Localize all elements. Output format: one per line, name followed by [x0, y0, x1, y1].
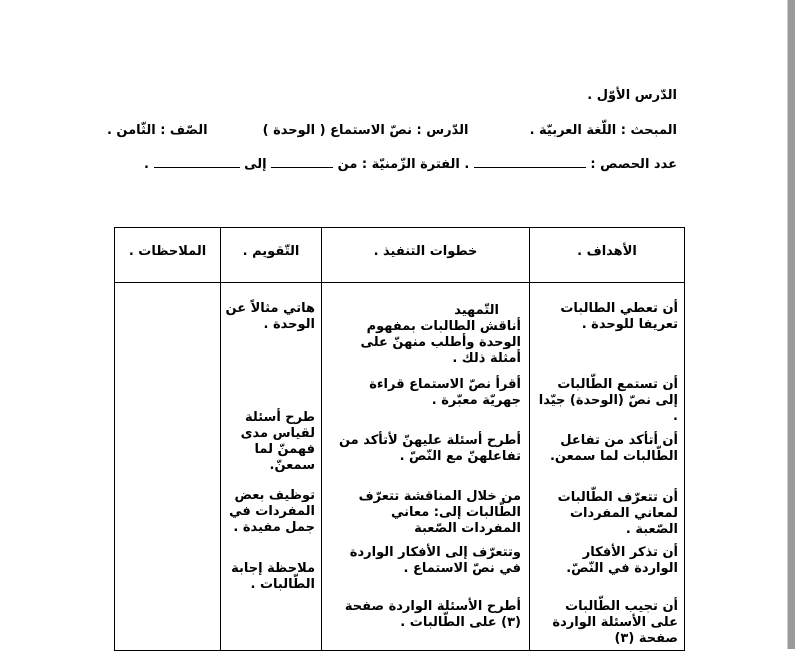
step-item: التّمهيد	[454, 303, 499, 318]
goals-header: الأهداف .	[530, 228, 685, 283]
step-item: أطرح الأسئلة الواردة صفحة (٣) على الطّالبات .	[344, 599, 521, 630]
step-item: أطرح أسئلة عليهنّ لأتأكد من تفاعلهنّ مع النّصّ .	[338, 433, 521, 464]
evaluation-item: هاتي مثالاً عن الوحدة .	[225, 301, 315, 332]
goal-item: أن تذكر الأفكار الواردة في النّصّ.	[566, 545, 678, 576]
periods-line	[144, 156, 677, 172]
grade-field: الصّف : الثّامن .	[106, 123, 208, 138]
steps-header: خطوات التنفيذ .	[322, 228, 530, 283]
subject-field: المبحث : اللّغة العربيّة .	[529, 123, 677, 138]
table-row	[115, 283, 685, 651]
notes-cell[interactable]	[115, 283, 221, 651]
step-item: أقرأ نصّ الاستماع قراءة جهريّة معبّرة .	[369, 377, 521, 408]
step-item: من خلال المناقشة تتعرّف الطّالبات إلى: معاني المفردات الصّعبة	[358, 489, 521, 536]
periods-blank[interactable]	[474, 156, 586, 168]
goals-cell	[530, 283, 685, 651]
to-label: إلى	[244, 157, 267, 172]
step-item: أناقش الطالبات بمفهوم الوحدة وأطلب منهنّ على أمثلة ذلك .	[360, 319, 521, 366]
subject-line	[107, 123, 677, 138]
period-to-blank[interactable]	[154, 156, 240, 168]
goal-item: أن تعطي الطالبات تعريفا للوحدة .	[560, 301, 678, 332]
table-header-row	[115, 228, 685, 283]
end-dot: .	[144, 157, 149, 172]
goal-item: أن أتأكد من تفاعل الطّالبات لما سمعن.	[549, 433, 678, 464]
period-range-label: . الفترة الزّمنيّة : من	[337, 157, 470, 172]
lesson-field: الدّرس : نصّ الاستماع ( الوحدة )	[262, 123, 469, 138]
period-from-blank[interactable]	[271, 156, 333, 168]
lesson-plan-table	[114, 227, 685, 651]
notes-header: الملاحظات .	[115, 228, 221, 283]
lesson-title: الدّرس الأوّل .	[587, 88, 677, 103]
goal-item: أن تتعرّف الطّالبات لمعاني المفردات الصّعبة .	[557, 490, 678, 537]
evaluation-item: طرح أسئلة لقياس مدى فهمنّ لما سمعنّ.	[240, 410, 315, 473]
evaluation-header: التّقويم .	[221, 228, 322, 283]
evaluation-item: ملاحظة إجابة الطّالبات .	[231, 561, 315, 592]
periods-label: عدد الحصص :	[590, 157, 677, 172]
goal-item: أن تستمع الطّالبات إلى نصّ (الوحدة) جيّدا .	[538, 377, 678, 424]
goal-item: أن تجيب الطّالبات على الأسئلة الواردة صفحة (٣)	[552, 599, 678, 646]
page-shadow	[788, 0, 795, 649]
evaluation-item: توظيف بعض المفردات في جمل مفيدة .	[229, 488, 315, 535]
step-item: وتتعرّف إلى الأفكار الواردة في نصّ الاستماع .	[349, 545, 521, 576]
evaluation-cell	[221, 283, 322, 651]
steps-cell	[322, 283, 530, 651]
